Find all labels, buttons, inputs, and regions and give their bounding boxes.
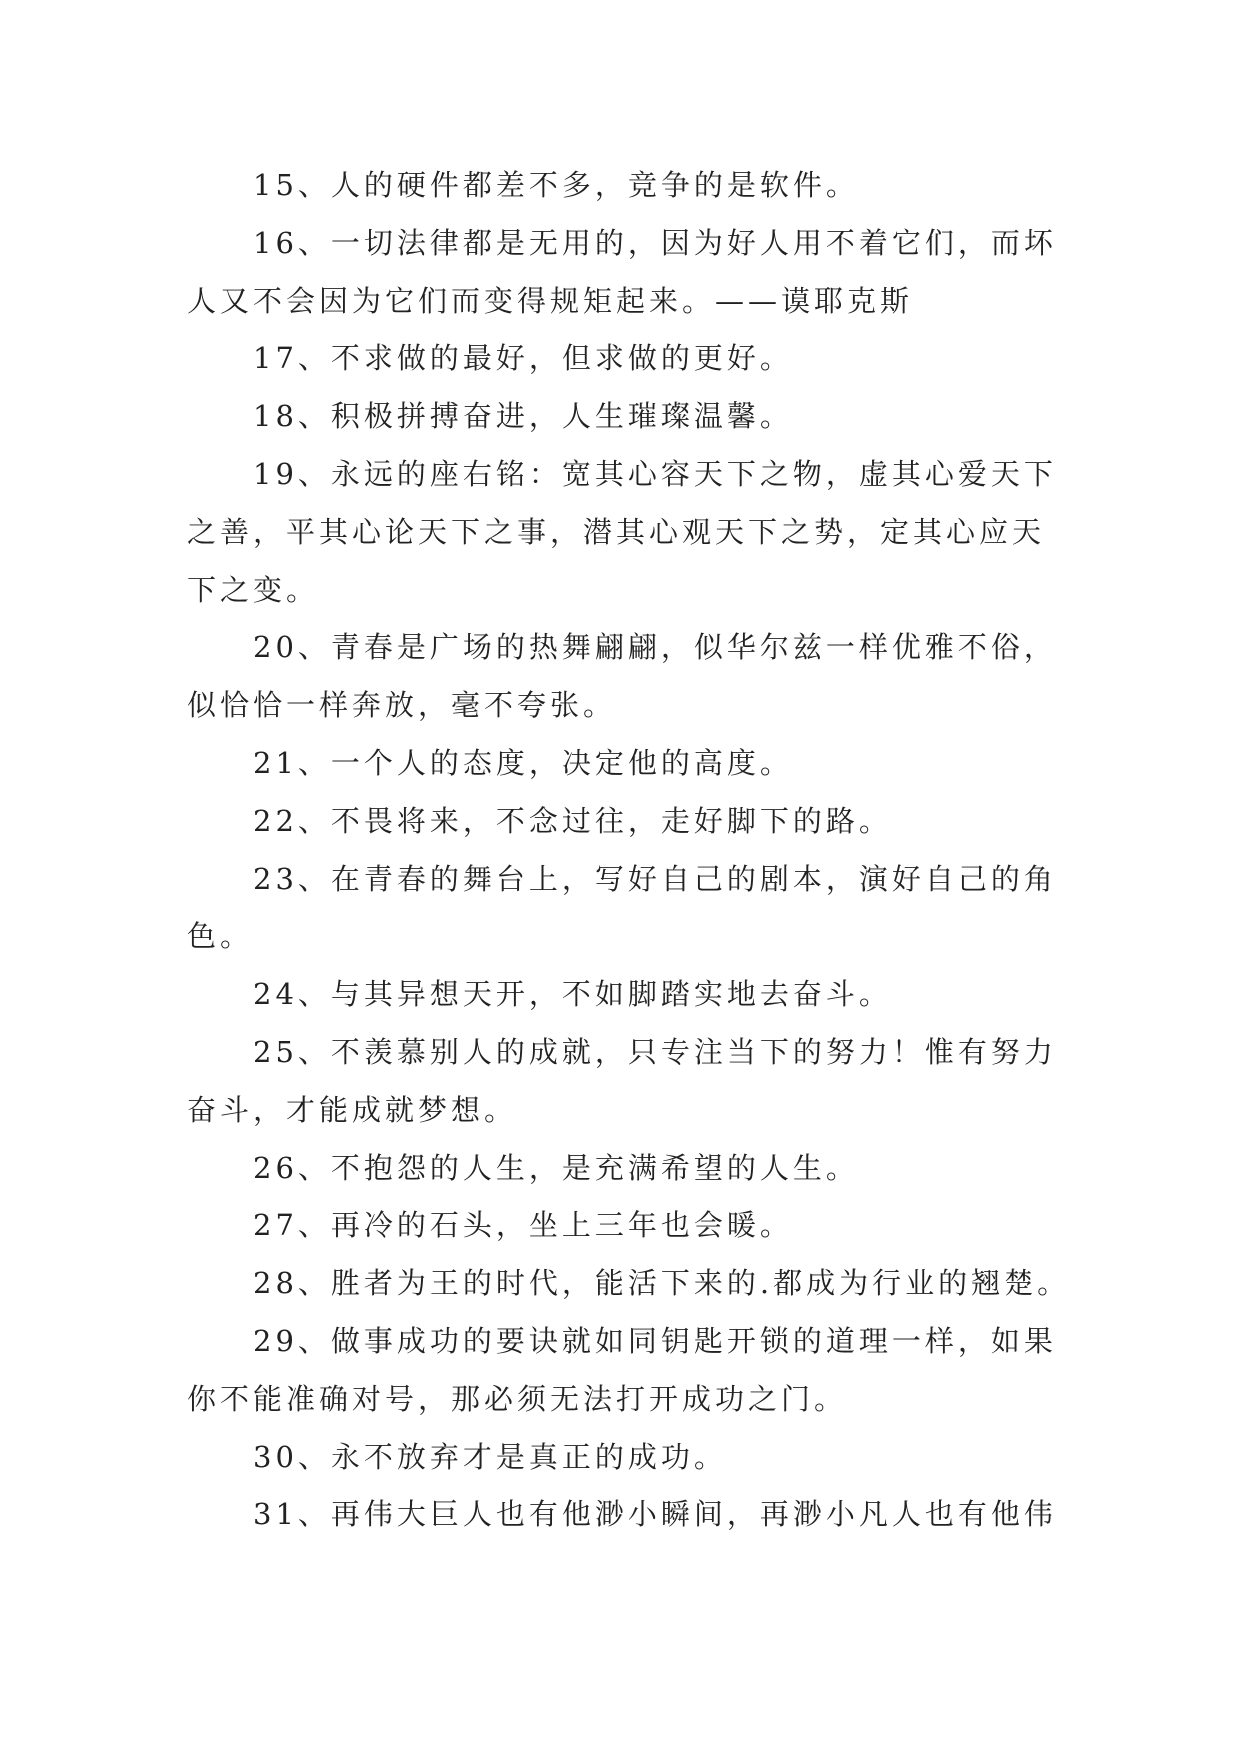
quote-19: 19、永远的座右铭：宽其心容天下之物，虚其心爱天下 [253, 456, 1057, 491]
quote-23: 23、在青春的舞台上，写好自己的剧本，演好自己的角 [253, 861, 1057, 896]
quote-18: 18、积极拼搏奋进，人生璀璨温馨。 [253, 399, 793, 434]
quote-29: 29、做事成功的要诀就如同钥匙开锁的道理一样，如果 [253, 1323, 1057, 1358]
quote-20-continued: 似恰恰一样奔放，毫不夸张。 [187, 688, 617, 723]
quote-31: 31、再伟大巨人也有他渺小瞬间，再渺小凡人也有他伟 [253, 1497, 1057, 1532]
quote-20: 20、青春是广场的热舞翩翩，似华尔兹一样优雅不俗， [253, 630, 1057, 665]
quote-28: 28、胜者为王的时代，能活下来的.都成为行业的翘楚。 [253, 1266, 1071, 1301]
quote-30: 30、永不放弃才是真正的成功。 [253, 1439, 727, 1474]
document-body [187, 157, 1071, 1544]
quote-23-continued: 色。 [187, 919, 254, 954]
quote-21: 21、一个人的态度，决定他的高度。 [253, 745, 793, 780]
quote-16-continued: 人又不会因为它们而变得规矩起来。——谟耶克斯 [187, 283, 914, 318]
quote-25: 25、不羡慕别人的成就，只专注当下的努力！惟有努力 [253, 1034, 1057, 1069]
quote-17: 17、不求做的最好，但求做的更好。 [253, 341, 793, 376]
quote-15: 15、人的硬件都差不多，竞争的是软件。 [253, 168, 859, 202]
quote-27: 27、再冷的石头，坐上三年也会暖。 [253, 1208, 793, 1243]
quote-16: 16、一切法律都是无用的，因为好人用不着它们，而坏 [253, 225, 1057, 260]
quote-25-continued: 奋斗，才能成就梦想。 [187, 1092, 518, 1127]
quote-26: 26、不抱怨的人生，是充满希望的人生。 [253, 1150, 859, 1185]
quote-29-continued: 你不能准确对号，那必须无法打开成功之门。 [187, 1381, 848, 1416]
quote-24: 24、与其异想天开，不如脚踏实地去奋斗。 [253, 977, 892, 1012]
quote-19-continued: 之善，平其心论天下之事，潜其心观天下之势，定其心应天 [187, 514, 1046, 549]
quote-19-end: 下之变。 [187, 572, 320, 607]
quote-22: 22、不畏将来，不念过往，走好脚下的路。 [253, 803, 892, 838]
